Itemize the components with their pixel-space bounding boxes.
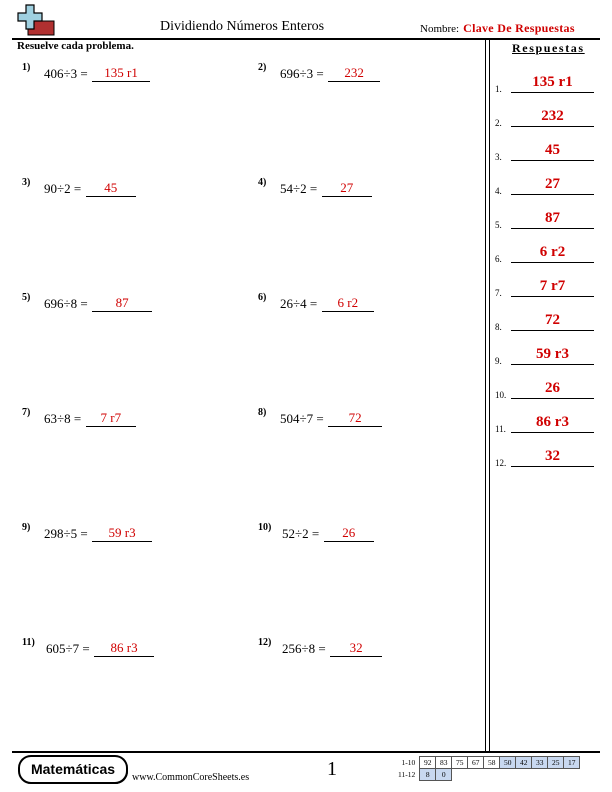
answer-key-item-11: 86 r3 (511, 414, 594, 433)
column-divider-left (485, 39, 486, 751)
score-cell: 17 (564, 757, 580, 769)
problem-answer-blank[interactable]: 6 r2 (322, 295, 374, 312)
problem-expression: 26÷4 = (280, 296, 318, 311)
answer-key-number: 4. (495, 186, 502, 196)
problem-answer-blank[interactable]: 86 r3 (94, 640, 154, 657)
name-label: Nombre: (420, 23, 460, 35)
score-cell: 25 (548, 757, 564, 769)
score-cell: 0 (436, 769, 452, 781)
problem-answer-blank[interactable]: 7 r7 (86, 410, 136, 427)
site-url: www.CommonCoreSheets.es (132, 772, 250, 783)
problem-answer-blank[interactable]: 87 (92, 295, 152, 312)
answer-key-number: 5. (495, 220, 502, 230)
problem-5 (22, 292, 242, 316)
brand-badge: Matemáticas (18, 755, 128, 784)
name-field (420, 21, 575, 36)
score-cell: 50 (500, 757, 516, 769)
problem-expression: 406÷3 = (44, 66, 88, 81)
problem-expression: 63÷8 = (44, 411, 82, 426)
problem-8 (258, 407, 478, 431)
problem-11 (22, 637, 242, 661)
problem-7 (22, 407, 242, 431)
answer-key-number: 12. (495, 458, 507, 468)
answer-key-number: 2. (495, 118, 502, 128)
score-cell: 8 (420, 769, 436, 781)
score-row-11-12 (396, 769, 580, 781)
problem-expression: 696÷3 = (280, 66, 324, 81)
score-row-1-10 (396, 757, 580, 769)
answer-key-number: 3. (495, 152, 502, 162)
problem-number: 1) (22, 62, 31, 73)
answer-key-item-7: 7 r7 (511, 278, 594, 297)
column-divider-right (489, 39, 490, 751)
problem-number: 2) (258, 62, 267, 73)
problem-number: 9) (22, 522, 31, 533)
answer-key-item-8: 72 (511, 312, 594, 331)
score-cell: 58 (484, 757, 500, 769)
answer-key-item-12: 32 (511, 448, 594, 467)
problem-number: 6) (258, 292, 267, 303)
answer-key-item-1: 135 r1 (511, 74, 594, 93)
page-number: 1 (327, 758, 337, 780)
answer-key-item-4: 27 (511, 176, 594, 195)
score-cell: 75 (452, 757, 468, 769)
answer-key-item-9: 59 r3 (511, 346, 594, 365)
problem-answer-blank[interactable]: 27 (322, 180, 372, 197)
score-cell: 33 (532, 757, 548, 769)
problem-9 (22, 522, 242, 546)
problem-expression: 504÷7 = (280, 411, 324, 426)
problem-answer-blank[interactable]: 232 (328, 65, 380, 82)
problem-number: 7) (22, 407, 31, 418)
problem-number: 8) (258, 407, 267, 418)
problem-expression: 696÷8 = (44, 296, 88, 311)
problem-10 (258, 522, 478, 546)
answer-key-number: 8. (495, 322, 502, 332)
problem-expression: 90÷2 = (44, 181, 82, 196)
answer-key-number: 1. (495, 84, 502, 94)
problem-answer-blank[interactable]: 45 (86, 180, 136, 197)
problem-1 (22, 62, 242, 86)
score-row-label: 1-10 (401, 758, 416, 767)
footer-divider (12, 751, 600, 753)
problem-number: 4) (258, 177, 267, 188)
score-table (396, 756, 580, 781)
answer-key-number: 11. (495, 424, 506, 434)
problem-number: 5) (22, 292, 31, 303)
score-cell: 67 (468, 757, 484, 769)
problem-number: 12) (258, 637, 272, 648)
problem-12 (258, 637, 478, 661)
score-row-label: 11-12 (398, 770, 416, 779)
problem-answer-blank[interactable]: 135 r1 (92, 65, 150, 82)
instructions: Resuelve cada problema. (17, 40, 134, 52)
answer-key-item-6: 6 r2 (511, 244, 594, 263)
score-cell: 42 (516, 757, 532, 769)
answer-key-item-5: 87 (511, 210, 594, 229)
name-value: Clave De Respuestas (463, 21, 575, 35)
answer-key-number: 6. (495, 254, 502, 264)
answer-key-item-10: 26 (511, 380, 594, 399)
problem-3 (22, 177, 242, 201)
problem-answer-blank[interactable]: 59 r3 (92, 525, 152, 542)
problem-answer-blank[interactable]: 72 (328, 410, 382, 427)
answer-key-number: 9. (495, 356, 502, 366)
problem-number: 3) (22, 177, 31, 188)
problem-expression: 256÷8 = (282, 641, 326, 656)
problem-expression: 605÷7 = (46, 641, 90, 656)
problem-2 (258, 62, 478, 86)
problem-answer-blank[interactable]: 32 (330, 640, 382, 657)
problem-number: 10) (258, 522, 272, 533)
score-cell: 92 (420, 757, 436, 769)
problem-expression: 52÷2 = (282, 526, 320, 541)
problem-expression: 298÷5 = (44, 526, 88, 541)
problem-expression: 54÷2 = (280, 181, 318, 196)
problem-4 (258, 177, 478, 201)
answers-title: Respuestas (512, 41, 585, 55)
page-title: Dividiendo Números Enteros (160, 19, 325, 34)
score-cell: 83 (436, 757, 452, 769)
answer-key-number: 10. (495, 390, 507, 400)
answer-key-number: 7. (495, 288, 502, 298)
answer-key-item-3: 45 (511, 142, 594, 161)
problem-6 (258, 292, 478, 316)
answer-key-item-2: 232 (511, 108, 594, 127)
problem-number: 11) (22, 637, 35, 648)
plus-logo-icon (16, 4, 56, 38)
problem-answer-blank[interactable]: 26 (324, 525, 374, 542)
